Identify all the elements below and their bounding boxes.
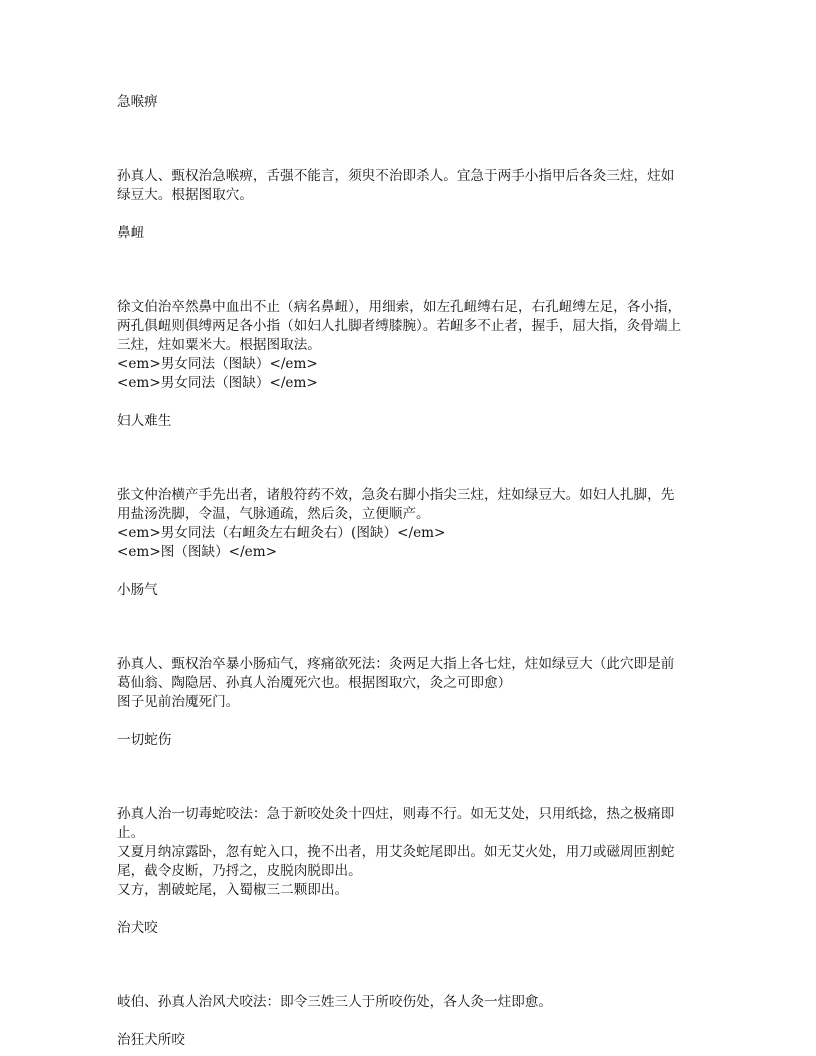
body-line: 又方，割破蛇尾，入蜀椒三二颗即出。 [117, 882, 349, 898]
body-line: 孙真人、甄权治急喉痹，舌强不能言，须臾不治即杀人。宜急于两手小指甲后各灸三炷，炷如 [117, 168, 675, 184]
body-line: 尾，截令皮断，乃捋之，皮脱肉脱即出。 [117, 863, 362, 879]
body-line: 用盐汤洗脚，令温，气脉通疏，然后灸，立便顺产。 [117, 506, 430, 522]
section-title: 治狂犬所咬 [117, 1032, 185, 1048]
section-body [117, 993, 701, 1012]
document-page [117, 93, 701, 1050]
section-body [117, 805, 701, 900]
body-line: 又夏月纳凉露卧，忽有蛇入口，挽不出者，用艾灸蛇尾即出。如无艾火处，用刀或磁周匝割蛇 [117, 844, 675, 860]
section-body [117, 486, 701, 562]
section-title: 妇人难生 [117, 413, 172, 429]
body-line: <em>男女同法（图缺）</em> [117, 375, 318, 391]
section-title: 小肠气 [117, 582, 158, 598]
body-line: <em>图（图缺）</em> [117, 544, 277, 560]
section-title: 治犬咬 [117, 920, 158, 936]
body-line: 绿豆大。根据图取穴。 [117, 187, 253, 203]
body-line: <em>男女同法（右衄灸左右衄灸右）(图缺）</em> [117, 525, 446, 541]
body-line: 图子见前治魇死门。 [117, 694, 240, 710]
body-line: 止。 [117, 825, 145, 841]
body-line: 孙真人、甄权治卒暴小肠疝气，疼痛欲死法：灸两足大指上各七炷，炷如绿豆大（此穴即是前 [117, 656, 675, 672]
body-line: 孙真人治一切毒蛇咬法：急于新咬处灸十四炷，则毒不行。如无艾处，只用纸捻，热之极痛即 [117, 806, 675, 822]
section-title: 鼻衄 [117, 225, 145, 241]
section-body [117, 298, 701, 393]
body-line: 岐伯、孙真人治风犬咬法：即令三姓三人于所咬伤处，各人灸一炷即愈。 [117, 994, 552, 1010]
body-line: 徐文伯治卒然鼻中血出不止（病名鼻衄），用细索，如左孔衄缚右足，右孔衄缚左足，各小指， [117, 299, 682, 315]
section-title: 急喉痹 [117, 94, 158, 110]
section-body [117, 167, 701, 205]
body-line: 三炷，炷如粟米大。根据图取法。 [117, 337, 321, 353]
section-body [117, 655, 701, 712]
body-line: 两孔俱衄则俱缚两足各小指（如妇人扎脚者缚膝腕）。若衄多不止者，握手，屈大指，灸骨端上 [117, 318, 682, 334]
body-line: 葛仙翁、陶隐居、孙真人治魇死穴也。根据图取穴，灸之可即愈） [117, 675, 512, 691]
body-line: 张文仲治横产手先出者，诸般符药不效，急灸右脚小指尖三炷，炷如绿豆大。如妇人扎脚，先 [117, 487, 675, 503]
body-line: <em>男女同法（图缺）</em> [117, 356, 318, 372]
section-title: 一切蛇伤 [117, 732, 172, 748]
